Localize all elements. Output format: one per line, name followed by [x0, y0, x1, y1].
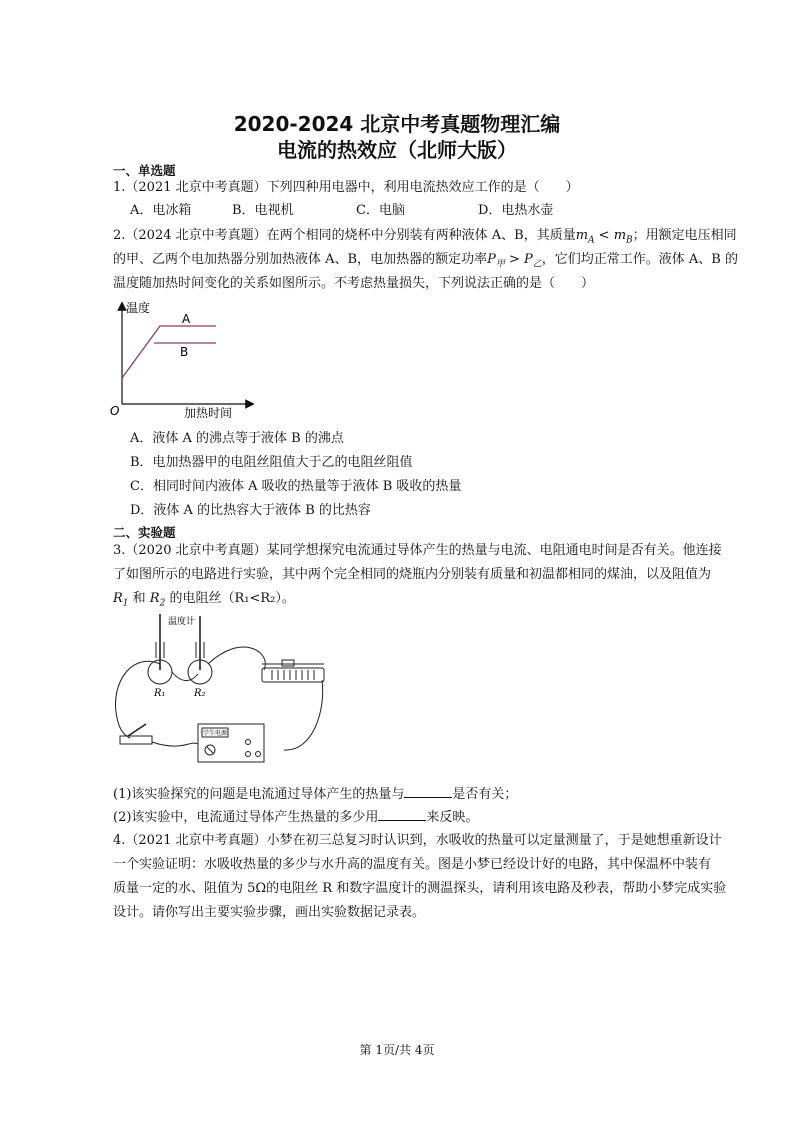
page-footer: 第 1页/共 4页 [359, 1043, 435, 1057]
y-axis-label: 温度 [126, 301, 151, 315]
question-3-line-3: $R_1$ 和 $R_2$ 的电阻丝（R₁<R₂）。 [113, 591, 295, 609]
q1-option-a: A．电冰箱 [130, 203, 192, 218]
q2-option-c: C．相同时间内液体 A 吸收的热量等于液体 B 吸收的热量 [130, 479, 462, 494]
q2-option-a: A．液体 A 的沸点等于液体 B 的沸点 [130, 431, 344, 446]
circuit-figure [112, 612, 332, 767]
section-heading-experiment: 二、实验题 [113, 525, 176, 540]
x-axis-label: 加热时间 [184, 406, 233, 420]
question-1-stem: 1.（2021 北京中考真题）下列四种用电器中，利用电流热效应工作的是（ ） [113, 180, 579, 195]
graph-line-a [122, 326, 216, 378]
q2-text: 的甲、乙两个电加热器分别加热液体 A、B，电加热器的额定功率 [113, 252, 488, 267]
question-4-line-1: 4.（2021 北京中考真题）小梦在初三总复习时认识到，水吸收的热量可以定量测量了，于是她想重新设计 [113, 833, 722, 848]
thermometer-label: 温度计 [168, 617, 196, 627]
question-3-sub-1: (1)该实验探究的问题是电流通过导体产生的热量与 是否有关； [113, 787, 518, 802]
wire [152, 742, 198, 746]
power-inequality: $P_甲 > P_乙$ [487, 252, 542, 270]
r2-label: R₂ [194, 688, 206, 699]
q1-option-b: B．电视机 [232, 203, 294, 218]
rheostat [262, 668, 324, 682]
document-title: 2020-2024 北京中考真题物理汇编 [233, 112, 561, 136]
question-4-line-3: 质量一定的水、阻值为 5Ω的电阻丝 R 和数字温度计的测温探头，请利用该电路及秒表，帮助小梦完成实验 [113, 881, 727, 896]
wire [208, 647, 265, 670]
q1-option-c: C．电脑 [356, 203, 405, 218]
origin-label: O [110, 404, 120, 418]
q1-option-d: D．电热水壶 [478, 203, 554, 218]
section-heading-single-choice: 一、单选题 [113, 163, 176, 178]
answer-blank-1[interactable] [404, 785, 452, 798]
temperature-time-graph [108, 298, 258, 423]
question-4-line-2: 一个实验证明：水吸收热量的多少与水升高的温度有关。图是小梦已经设计好的电路，其中保温杯中装有 [113, 857, 712, 872]
q2-option-b: B．电加热器甲的电阻丝阻值大于乙的电阻丝阻值 [130, 455, 413, 470]
question-2-line-1 [113, 227, 737, 250]
wire [172, 672, 198, 681]
mass-inequality: $m_A < m_B$ [575, 228, 633, 246]
graph-label-a: A [182, 312, 191, 326]
wire [115, 661, 160, 738]
answer-blank-2[interactable] [378, 808, 426, 821]
q2-text: ；用额定电压相同 [632, 228, 737, 243]
q2-text: ，它们均正常工作。液体 A、B 的 [541, 252, 738, 267]
document-subtitle: 电流的热效应（北师大版） [277, 138, 517, 162]
graph-label-b: B [180, 345, 189, 359]
question-4-line-4: 设计。请你写出主要实验步骤，画出实验数据记录表。 [113, 905, 426, 920]
switch [120, 736, 152, 744]
question-3-line-1: 3.（2020 北京中考真题）某同学想探究电流通过导体产生的热量与电流、电阻通电时间是否有关。他连接 [113, 543, 722, 558]
r1-label: R₁ [154, 688, 166, 699]
question-2-line-3: 温度随加热时间变化的关系如图所示。不考虑热量损失，下列说法正确的是（ ） [113, 276, 595, 291]
wire [284, 680, 323, 750]
question-2-line-2 [113, 251, 738, 274]
q2-option-d: D．液体 A 的比热容大于液体 B 的比热容 [130, 503, 371, 518]
power-supply-label: 学生电源 [203, 730, 228, 737]
question-3-line-2: 了如图所示的电路进行实验，其中两个完全相同的烧瓶内分别装有质量和初温都相同的煤油，以及阻值为 [113, 567, 712, 582]
q2-text: 2.（2024 北京中考真题）在两个相同的烧杯中分别装有两种液体 A、B，其质量 [113, 228, 576, 243]
question-3-sub-2: (2)该实验中，电流通过导体产生热量的多少用 来反映。 [113, 810, 479, 825]
